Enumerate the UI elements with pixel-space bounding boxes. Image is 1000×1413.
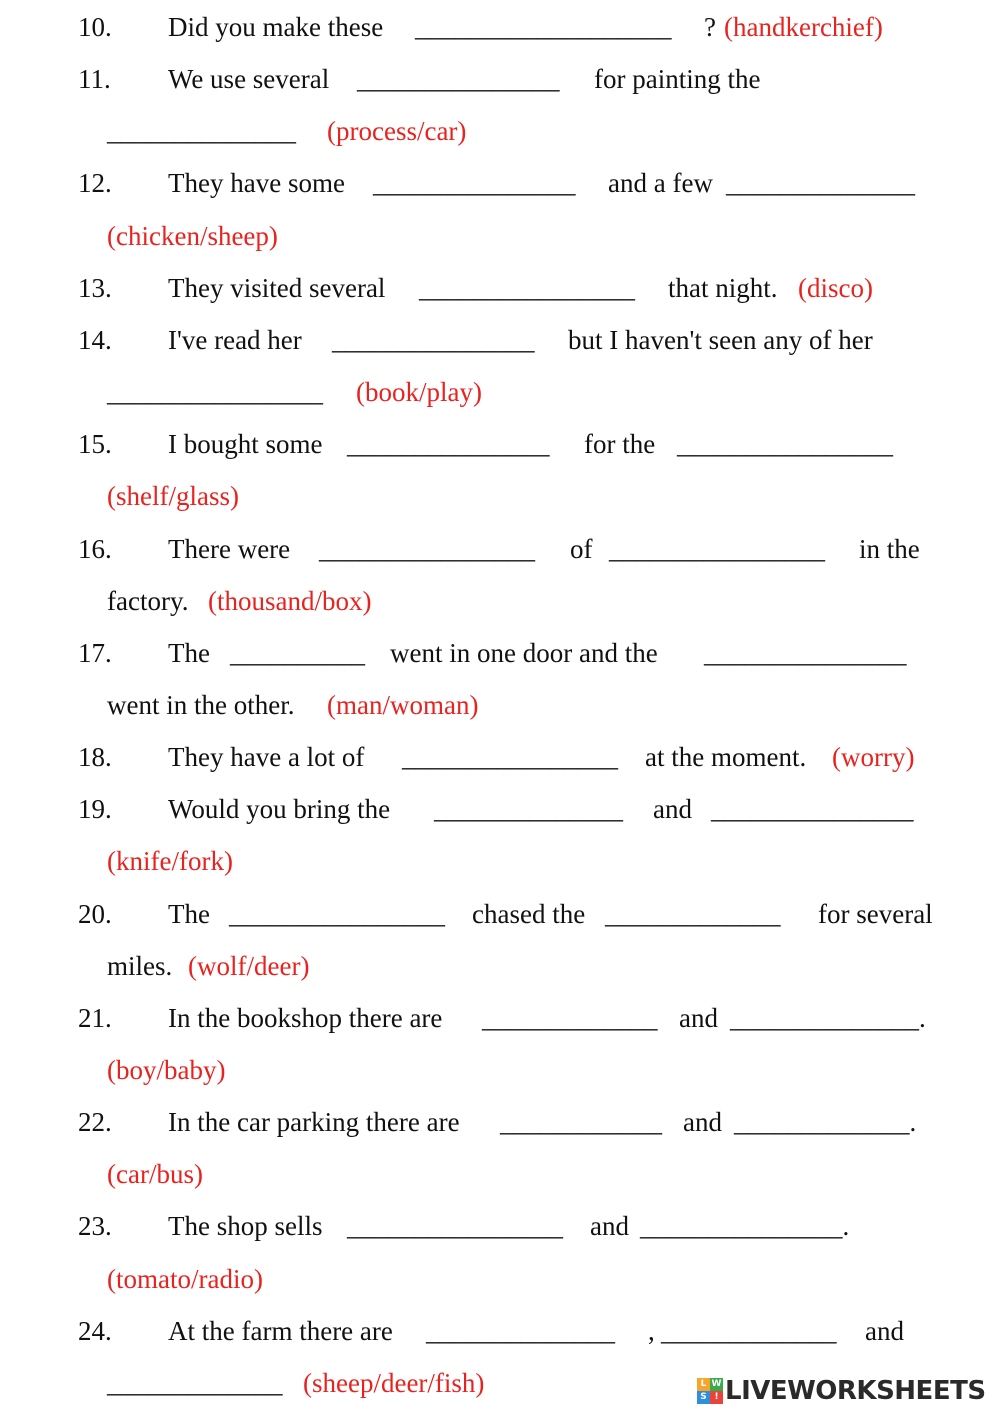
question-text: at the moment. xyxy=(645,742,807,773)
question-number: 17. xyxy=(78,637,112,668)
question-text: At the farm there are xyxy=(168,1315,393,1346)
logo-square-2: W xyxy=(711,1379,722,1389)
answer-blank[interactable]: ________________ xyxy=(402,742,618,773)
word-hint: (car/bus) xyxy=(107,1159,203,1190)
question-text: of xyxy=(570,533,593,564)
logo-square-1: L xyxy=(697,1378,710,1391)
word-hint: (thousand/box) xyxy=(208,585,372,616)
logo-square-4: ! xyxy=(710,1391,723,1404)
question-text: for painting the xyxy=(594,64,761,95)
question-17-line-2 xyxy=(0,685,1000,725)
word-hint: (process/car) xyxy=(327,116,467,147)
question-24-line-2 xyxy=(0,1363,1000,1403)
question-20-line-1 xyxy=(0,894,1000,934)
question-text: for the xyxy=(584,429,656,460)
question-text: and xyxy=(683,1107,722,1138)
question-text: The xyxy=(168,637,210,668)
question-text: The shop sells xyxy=(168,1211,323,1242)
question-number: 22. xyxy=(78,1107,112,1138)
question-text: that night. xyxy=(668,272,778,303)
question-text: factory. xyxy=(107,585,189,616)
word-hint: (sheep/deer/fish) xyxy=(303,1367,485,1398)
answer-blank[interactable]: ________________ xyxy=(319,533,535,564)
answer-blank[interactable]: _______________. xyxy=(640,1211,850,1242)
answer-blank[interactable]: ________________ xyxy=(347,1211,563,1242)
question-text: In the bookshop there are xyxy=(168,1002,443,1033)
question-number: 15. xyxy=(78,429,112,460)
question-text: miles. xyxy=(107,950,173,981)
question-number: 10. xyxy=(78,12,112,42)
question-text: and xyxy=(679,1002,718,1033)
answer-blank[interactable]: _____________ xyxy=(482,1002,658,1033)
question-text: There were xyxy=(168,533,291,564)
answer-blank[interactable]: _____________ xyxy=(107,1367,283,1398)
question-text: and xyxy=(865,1315,904,1346)
answer-blank[interactable]: _______________ xyxy=(704,637,907,668)
question-text: in the xyxy=(859,533,920,564)
liveworksheets-logo-text: LIVEWORKSHEETS xyxy=(725,1376,986,1406)
question-14-line-2 xyxy=(0,372,1000,412)
question-number: 18. xyxy=(78,742,112,773)
question-text: went in the other. xyxy=(107,689,295,720)
question-text: We use several xyxy=(168,64,330,95)
question-number: 11. xyxy=(78,64,111,95)
word-hint: (disco) xyxy=(798,272,873,303)
question-17-line-1 xyxy=(0,633,1000,673)
word-hint: (tomato/radio) xyxy=(107,1263,263,1294)
question-23-line-1 xyxy=(0,1206,1000,1246)
answer-blank[interactable]: ______________ xyxy=(726,168,915,199)
question-number: 12. xyxy=(78,168,112,199)
question-number: 19. xyxy=(78,794,112,825)
question-text: I've read her xyxy=(168,324,302,355)
question-12-line-2 xyxy=(0,216,1000,256)
question-12-line-1 xyxy=(0,163,1000,203)
question-number: 21. xyxy=(78,1002,112,1033)
question-number: 24. xyxy=(78,1315,112,1346)
question-14-line-1 xyxy=(0,320,1000,360)
word-hint: (man/woman) xyxy=(327,689,479,720)
word-hint: (book/play) xyxy=(356,377,482,408)
answer-blank[interactable]: ______________ xyxy=(107,116,296,147)
question-22-line-1 xyxy=(0,1102,1000,1142)
answer-blank[interactable]: ______________ xyxy=(426,1315,615,1346)
question-16-line-1 xyxy=(0,529,1000,569)
answer-blank[interactable]: ___________________ xyxy=(415,12,672,42)
question-18-line-1 xyxy=(0,737,1000,777)
word-hint: (chicken/sheep) xyxy=(107,220,278,251)
question-15-line-2 xyxy=(0,476,1000,516)
question-text: In the car parking there are xyxy=(168,1107,460,1138)
question-21-line-1 xyxy=(0,998,1000,1038)
answer-blank[interactable]: _______________ xyxy=(373,168,576,199)
word-hint: (worry) xyxy=(832,742,915,773)
question-10-line-1 xyxy=(0,7,1000,47)
question-11-line-2 xyxy=(0,111,1000,151)
answer-blank[interactable]: _______________ xyxy=(357,64,560,95)
word-hint: (handkerchief) xyxy=(724,12,883,42)
word-hint: (knife/fork) xyxy=(107,846,233,877)
question-19-line-1 xyxy=(0,789,1000,829)
answer-blank[interactable]: _______________ xyxy=(332,324,535,355)
question-text: I bought some xyxy=(168,429,323,460)
answer-blank[interactable]: _____________. xyxy=(734,1107,917,1138)
question-text: and a few xyxy=(608,168,713,199)
question-19-line-2 xyxy=(0,841,1000,881)
question-number: 13. xyxy=(78,272,112,303)
answer-blank[interactable]: ________________ xyxy=(677,429,893,460)
logo-square-3: S xyxy=(697,1391,710,1404)
question-number: 23. xyxy=(78,1211,112,1242)
answer-blank[interactable]: _______________ xyxy=(711,794,914,825)
answer-blank[interactable]: __________ xyxy=(230,637,365,668)
question-text: went in one door and the xyxy=(390,637,658,668)
answer-blank[interactable]: _____________ xyxy=(661,1315,837,1346)
question-13-line-1 xyxy=(0,268,1000,308)
answer-blank[interactable]: ________________ xyxy=(419,272,635,303)
question-text: and xyxy=(590,1211,629,1242)
word-hint: (wolf/deer) xyxy=(188,950,310,981)
question-22-line-2 xyxy=(0,1154,1000,1194)
question-text: and xyxy=(653,794,692,825)
question-24-line-1 xyxy=(0,1311,1000,1351)
question-text: Would you bring the xyxy=(168,794,391,825)
question-text: They have a lot of xyxy=(168,742,365,773)
answer-blank[interactable]: ______________. xyxy=(730,1002,926,1033)
question-text: The xyxy=(168,898,210,929)
question-number: 14. xyxy=(78,324,112,355)
question-text: They visited several xyxy=(168,272,386,303)
question-text: They have some xyxy=(168,168,345,199)
answer-blank[interactable]: _______________ xyxy=(347,429,550,460)
question-11-line-1 xyxy=(0,59,1000,99)
answer-blank[interactable]: ________________ xyxy=(229,898,445,929)
question-text: for several xyxy=(818,898,933,929)
answer-blank[interactable]: ____________ xyxy=(500,1107,662,1138)
answer-blank[interactable]: ________________ xyxy=(107,377,323,408)
question-text: chased the xyxy=(472,898,586,929)
question-21-line-2 xyxy=(0,1050,1000,1090)
answer-blank[interactable]: _____________ xyxy=(605,898,781,929)
question-text: ? xyxy=(704,12,716,42)
question-number: 20. xyxy=(78,898,112,929)
question-16-line-2 xyxy=(0,581,1000,621)
question-text: Did you make these xyxy=(168,12,384,42)
word-hint: (boy/baby) xyxy=(107,1055,226,1085)
question-23-line-2 xyxy=(0,1259,1000,1299)
question-text: but I haven't seen any of her xyxy=(568,324,873,355)
question-number: 16. xyxy=(78,533,112,564)
question-15-line-1 xyxy=(0,424,1000,464)
answer-blank[interactable]: ________________ xyxy=(609,533,825,564)
answer-blank[interactable]: ______________ xyxy=(434,794,623,825)
question-text: , xyxy=(648,1315,655,1346)
question-20-line-2 xyxy=(0,946,1000,986)
word-hint: (shelf/glass) xyxy=(107,481,239,512)
